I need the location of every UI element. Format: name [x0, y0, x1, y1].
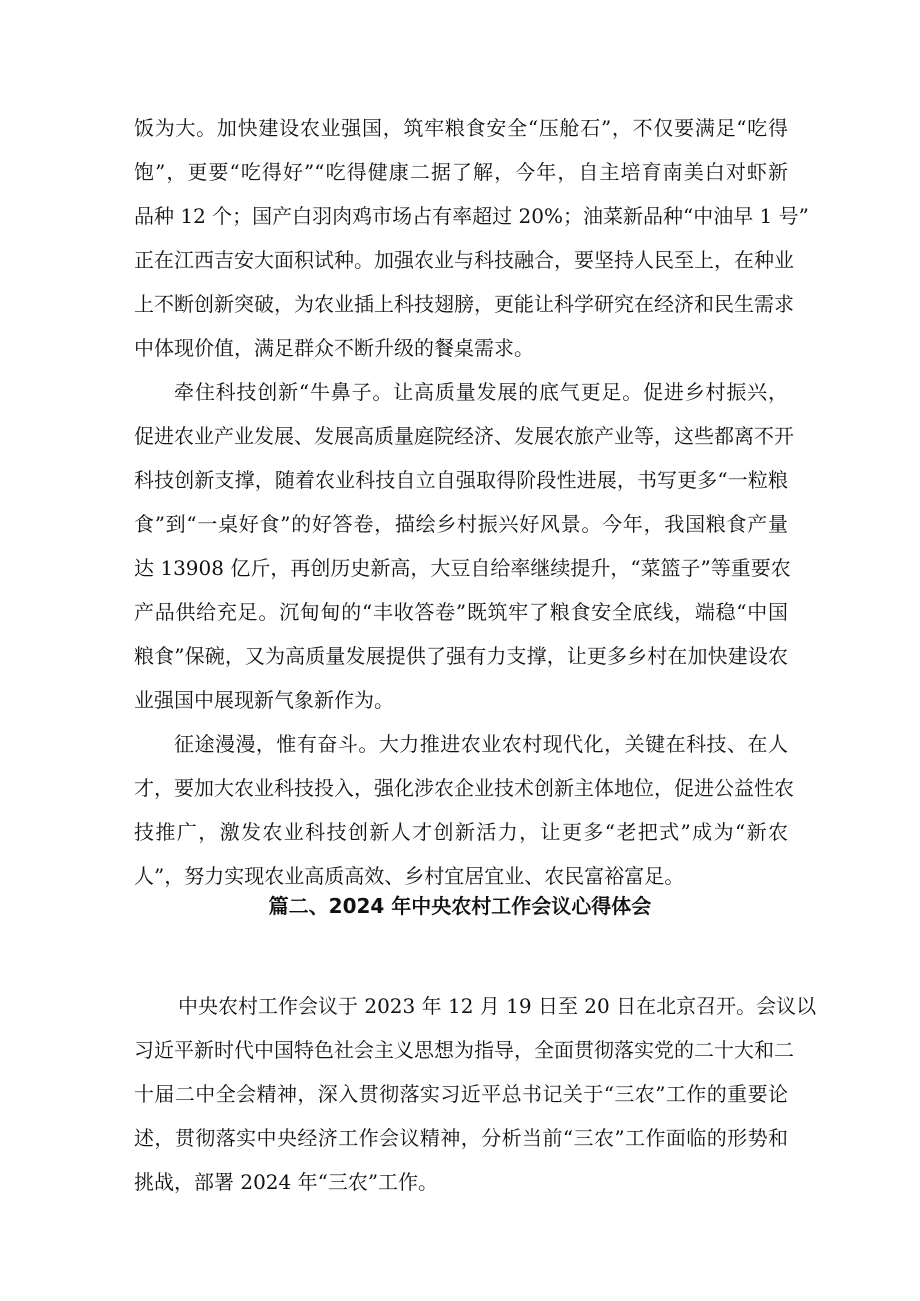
paragraph-line: 技推广，激发农业科技创新人才创新活力，让更多“老把式”成为“新农 [134, 820, 788, 844]
paragraph-line: 牵住科技创新“牛鼻子。让高质量发展的底气更足。促进乡村振兴， [174, 380, 788, 404]
paragraph-line: 述，贯彻落实中央经济工作会议精神，分析当前“三农”工作面临的形势和 [134, 1126, 788, 1150]
paragraph-line: 人”，努力实现农业高质高效、乡村宜居宜业、农民富裕富足。 [134, 864, 685, 888]
paragraph-2 [134, 370, 794, 722]
paragraph-line: 习近平新时代中国特色社会主义思想为指导，全面贯彻落实党的二十大和二 [134, 1038, 794, 1062]
paragraph-line: 产品供给充足。沉甸甸的“丰收答卷”既筑牢了粮食安全底线，端稳“中国 [134, 600, 788, 624]
paragraph-line: 品种 12 个；国产白羽肉鸡市场占有率超过 20%；油菜新品种“中油早 1 号” [134, 204, 809, 228]
paragraph-line: 业强国中展现新气象新作为。 [134, 688, 394, 712]
paragraph-line: 中央农村工作会议于 2023 年 12 月 19 日至 20 日在北京召开。会议以 [178, 994, 817, 1018]
section2-paragraph [134, 984, 817, 1204]
paragraph-line: 正在江西吉安大面积试种。加强农业与科技融合，要坚持人民至上，在种业 [134, 248, 794, 272]
paragraph-line: 粮食”保碗，又为高质量发展提供了强有力支撑，让更多乡村在加快建设农 [134, 644, 788, 668]
paragraph-line: 挑战，部署 2024 年“三农”工作。 [134, 1170, 439, 1194]
paragraph-1 [134, 106, 809, 370]
paragraph-line: 食”到“一桌好食”的好答卷，描绘乡村振兴好风景。今年，我国粮食产量 [134, 512, 788, 536]
paragraph-line: 促进农业产业发展、发展高质量庭院经济、发展农旅产业等，这些都离不开 [134, 424, 794, 448]
paragraph-line: 十届二中全会精神，深入贯彻落实习近平总书记关于“三农”工作的重要论 [134, 1082, 788, 1106]
paragraph-line: 饱”，更要“吃得好”“吃得健康二据了解，今年，自主培育南美白对虾新 [134, 160, 788, 184]
section-heading: 篇二、2024 年中央农村工作会议心得体会 [268, 894, 652, 918]
paragraph-line: 中体现价值，满足群众不断升级的餐桌需求。 [134, 336, 534, 360]
paragraph-line: 上不断创新突破，为农业插上科技翅膀，更能让科学研究在经济和民生需求 [134, 292, 794, 316]
paragraph-line: 才，要加大农业科技投入，强化涉农企业技术创新主体地位，促进公益性农 [134, 776, 794, 800]
paragraph-3 [134, 722, 794, 898]
paragraph-line: 科技创新支撑，随着农业科技自立自强取得阶段性进展，书写更多“一粒粮 [134, 468, 788, 492]
paragraph-line: 达 13908 亿斤，再创历史新高，大豆自给率继续提升，“菜篮子”等重要农 [134, 556, 791, 580]
paragraph-line: 征途漫漫，惟有奋斗。大力推进农业农村现代化，关键在科技、在人 [174, 732, 788, 756]
paragraph-line: 饭为大。加快建设农业强国，筑牢粮食安全“压舱石”，不仅要满足“吃得 [134, 116, 788, 140]
